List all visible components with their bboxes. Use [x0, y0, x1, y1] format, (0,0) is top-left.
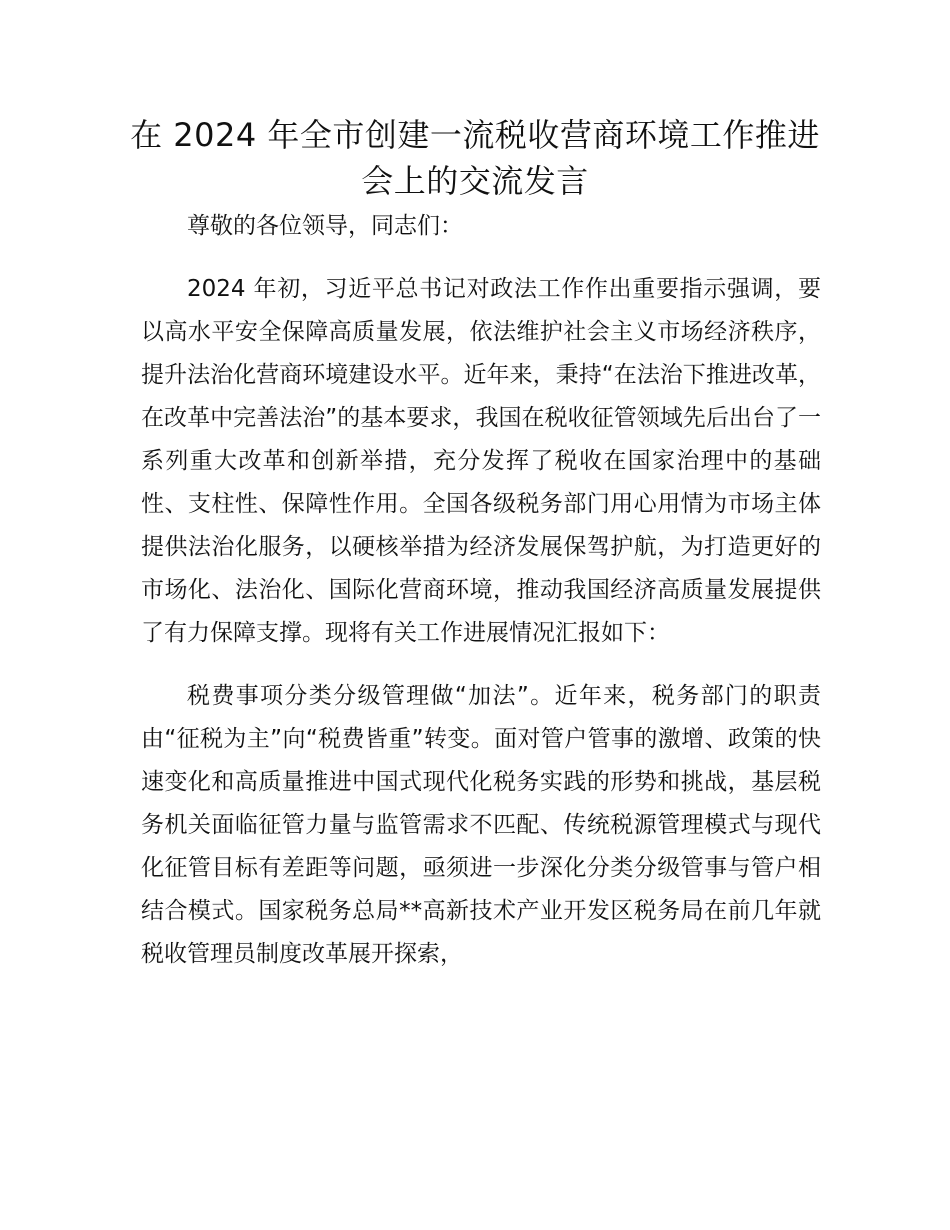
paragraph-1: 2024 年初，习近平总书记对政法工作作出重要指示强调，要以高水平安全保障高质量发展，依法维护社会主义市场经济秩序，提升法治化营商环境建设水平。近年来，秉持“在法治下推进改革，在改革中完善法治”的基本要求，我国在税收征管领域先后出台了一系列重大改革和创新举措，充分发挥了税收在国家治理中的基础性、支柱性、保障性作用。全国各级税务部门用心用情为市场主体提供法治化服务，以硬核举措为经济发展保驾护航，为打造更好的市场化、法治化、国际化营商环境，推动我国经济高质量发展提供了有力保障支撑。现将有关工作进展情况汇报如下： — [141, 276, 821, 646]
paragraph-2: 税费事项分类分级管理做“加法”。近年来，税务部门的职责由“征税为主”向“税费皆重”转变。面对管户管事的激增、政策的快速变化和高质量推进中国式现代化税务实践的形势和挑战，基层税务机关面临征管力量与监管需求不匹配、传统税源管理模式与现代化征管目标有差距等问题，亟须进一步深化分类分级管事与管户相结合模式。国家税务总局**高新技术产业开发区税务局在前几年就税收管理员制度改革展开探索， — [141, 683, 821, 967]
salutation: 尊敬的各位领导，同志们： — [187, 213, 463, 239]
document-body — [141, 205, 821, 996]
document-title: 在 2024 年全市创建一流税收营商环境工作推进会上的交流发言 — [130, 116, 820, 200]
